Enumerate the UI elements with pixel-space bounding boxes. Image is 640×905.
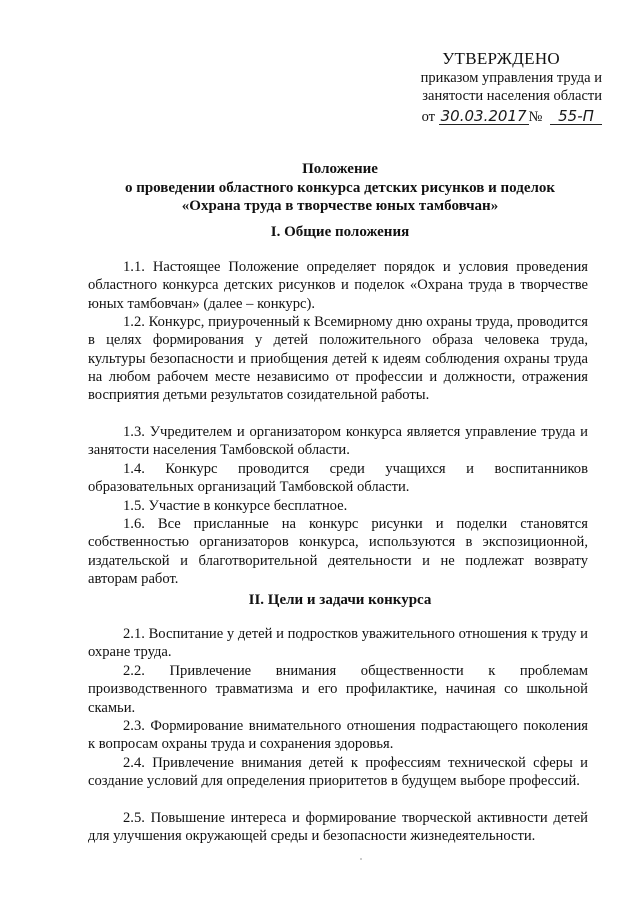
section-1-title: I. Общие положения [270, 224, 410, 240]
paragraph-1-3: 1.3. Учредителем и организатором конкурса является управление труда и занятости населения Тамбовской области. [88, 424, 588, 459]
approval-date-number [392, 107, 602, 127]
document-heading [90, 160, 590, 216]
paragraph-2-1: 2.1. Воспитание у детей и подростков уважительного отношения к труду и охране труда. [88, 626, 588, 661]
approval-title: УТВЕРЖДЕНО [442, 49, 560, 68]
paragraph-2-2: 2.2. Привлечение внимания общественности к проблемам производственного травматизма и его профилактике, начиная со школьной скамьи. [88, 663, 588, 716]
paragraph-1-4: 1.4. Конкурс проводится среди учащихся и воспитанников образовательных организаций Тамбовской области. [88, 461, 588, 496]
paragraph-1-6: 1.6. Все присланные на конкурс рисунки и поделки становятся собственностью организаторов конкурса, используются в экспозиционной, издательской и благотворительной деятельности и не подлежат возврату авторам работ. [88, 516, 588, 587]
paragraph-1-2: 1.2. Конкурс, приуроченный к Всемирному дню охраны труда, проводится в целях формирования у детей положительного образа человека труда, культуры безопасности и приобщения детей к идеям соблюдения охраны труда на любом рабочем месте независимо от профессии и должности, отражения восприятия детьми результатов созидательной работы. [88, 314, 588, 404]
handwritten-order-number: 55-П [550, 108, 602, 125]
section-2-title: II. Цели и задачи конкурса [248, 592, 432, 608]
heading-line-1: Положение [302, 161, 378, 177]
heading-line-2: о проведении областного конкурса детских рисунков и поделок [124, 179, 556, 196]
number-sign: № [528, 109, 543, 125]
approval-block [392, 49, 602, 127]
scan-speck [360, 858, 362, 860]
heading-line-3: «Охрана труда в творчестве юных тамбовчан» [181, 198, 499, 214]
handwritten-date: 30.03.2017 [440, 107, 527, 125]
paragraph-2-3: 2.3. Формирование внимательного отношения подрастающего поколения к вопросам охраны труда и сохранения здоровья. [88, 718, 588, 753]
approval-ot-label: от [421, 109, 436, 125]
paragraph-1-5: 1.5. Участие в конкурсе бесплатное. [123, 498, 348, 514]
approval-line-2: занятости населения области [422, 88, 602, 104]
paragraph-1-1: 1.1. Настоящее Положение определяет порядок и условия проведения областного конкурса детских рисунков и поделок «Охрана труда в творчестве юных тамбовчан» (далее – конкурс). [88, 259, 588, 312]
paragraph-2-4: 2.4. Привлечение внимания детей к профессиям технической сферы и создание условий для определения приоритетов в будущем выборе профессий. [88, 755, 588, 790]
approval-line-1: приказом управления труда и [420, 70, 602, 86]
paragraph-2-5: 2.5. Повышение интереса и формирование творческой активности детей для улучшения окружающей среды и безопасности жизнедеятельности. [88, 810, 588, 845]
